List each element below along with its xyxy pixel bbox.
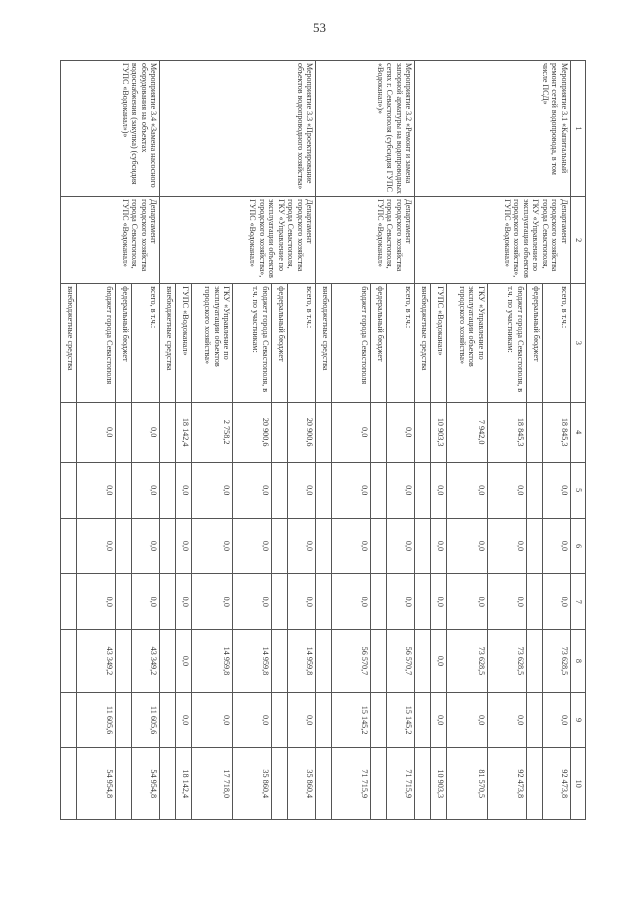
value-cell-v4 [160,402,176,462]
funding-source-cell: внебюджетные средства [415,284,431,402]
col-header: 10 [571,748,586,820]
value-cell-v4 [526,402,542,462]
value-cell-v10: 54 954,8 [77,748,116,820]
value-cell-v6 [316,518,332,574]
value-cell-v4: 2 758,2 [192,402,233,462]
value-cell-v9: 0,0 [487,692,526,748]
value-cell-v7: 0,0 [386,574,414,630]
value-cell-v7: 0,0 [332,574,371,630]
value-cell-v9: 15 145,2 [386,692,414,748]
value-cell-v6 [115,518,131,574]
value-cell-v5: 0,0 [431,462,447,518]
value-cell-v5: 0,0 [386,462,414,518]
value-cell-v7 [61,574,77,630]
col-header: 6 [571,518,586,574]
col-header: 2 [571,197,586,284]
value-cell-v10 [160,748,176,820]
value-cell-v10: 81 570,5 [447,748,488,820]
value-cell-v8 [271,630,287,693]
value-cell-v6: 0,0 [131,518,159,574]
value-cell-v5 [115,462,131,518]
funding-source-cell: федеральный бюджет [370,284,386,402]
value-cell-v10: 18 142,4 [176,748,192,820]
col-header: 7 [571,574,586,630]
value-cell-v6 [160,518,176,574]
value-cell-v8: 0,0 [176,630,192,693]
col-header: 9 [571,692,586,748]
value-cell-v7: 0,0 [77,574,116,630]
col-header: 1 [571,61,586,197]
col-header: 8 [571,630,586,693]
value-cell-v10: 71 715,9 [332,748,371,820]
value-cell-v8: 56 570,7 [332,630,371,693]
value-cell-v6: 0,0 [287,518,315,574]
value-cell-v6 [415,518,431,574]
table-row [131,61,159,820]
funding-source-cell: ГУПС «Водоканал» [176,284,192,402]
value-cell-v8: 73 628,5 [447,630,488,693]
value-cell-v9 [160,692,176,748]
value-cell-v10: 92 473,8 [542,748,570,820]
value-cell-v5: 0,0 [447,462,488,518]
value-cell-v5 [370,462,386,518]
funding-source-cell: бюджет города Севастополя, в т.ч. по участникам: [233,284,272,402]
table-row [287,61,315,820]
value-cell-v6: 0,0 [77,518,116,574]
value-cell-v9: 11 605,6 [77,692,116,748]
value-cell-v5 [61,462,77,518]
table-row [386,61,414,820]
value-cell-v5 [316,462,332,518]
funding-source-cell: внебюджетные средства [160,284,176,402]
value-cell-v6 [271,518,287,574]
funding-source-cell: ГКУ «Управление по эксплуатации объектов городского хозяйства» [447,284,488,402]
value-cell-v8: 14 959,8 [233,630,272,693]
value-cell-v4: 0,0 [332,402,371,462]
executor-cell: Департамент городского хозяйства города Севастополя, ГУПС «Водоканал» [316,197,415,284]
value-cell-v4 [316,402,332,462]
funding-source-cell: всего, в т.ч.: [287,284,315,402]
value-cell-v4: 0,0 [77,402,116,462]
funding-source-cell: федеральный бюджет [115,284,131,402]
value-cell-v6: 0,0 [176,518,192,574]
value-cell-v7: 0,0 [192,574,233,630]
value-cell-v5: 0,0 [542,462,570,518]
value-cell-v9: 0,0 [447,692,488,748]
value-cell-v5: 0,0 [233,462,272,518]
value-cell-v9 [61,692,77,748]
value-cell-v8 [115,630,131,693]
value-cell-v5: 0,0 [176,462,192,518]
value-cell-v6: 0,0 [233,518,272,574]
value-cell-v8 [370,630,386,693]
value-cell-v7: 0,0 [542,574,570,630]
value-cell-v5 [526,462,542,518]
value-cell-v10: 71 715,9 [386,748,414,820]
value-cell-v9: 0,0 [287,692,315,748]
value-cell-v7: 0,0 [131,574,159,630]
value-cell-v10 [370,748,386,820]
value-cell-v9 [526,692,542,748]
value-cell-v7 [160,574,176,630]
value-cell-v8 [316,630,332,693]
value-cell-v4 [415,402,431,462]
executor-cell: Департамент городского хозяйства города Севастополя, ГКУ «Управление по эксплуатации объектов городского хозяйства», ГУПС «Водоканал» [160,197,316,284]
funding-source-cell: всего, в т.ч.: [386,284,414,402]
value-cell-v8 [415,630,431,693]
value-cell-v4 [370,402,386,462]
value-cell-v4: 18 845,3 [542,402,570,462]
executor-cell: Департамент городского хозяйства города Севастополя, ГКУ «Управление по эксплуатации объектов городского хозяйства», ГУПС «Водоканал» [415,197,571,284]
value-cell-v8: 14 959,8 [287,630,315,693]
value-cell-v6: 0,0 [192,518,233,574]
value-cell-v4: 20 900,6 [233,402,272,462]
value-cell-v5: 0,0 [487,462,526,518]
value-cell-v4: 20 900,6 [287,402,315,462]
value-cell-v9: 0,0 [233,692,272,748]
value-cell-v7 [316,574,332,630]
value-cell-v7: 0,0 [176,574,192,630]
value-cell-v9: 11 605,6 [131,692,159,748]
funding-source-cell: бюджет города Севастополя [77,284,116,402]
value-cell-v7: 0,0 [431,574,447,630]
measure-cell: Мероприятие 3.3 «Проектирование объектов водопроводного хозяйства» [160,61,316,197]
value-cell-v10 [61,748,77,820]
value-cell-v8 [526,630,542,693]
value-cell-v8 [61,630,77,693]
column-number-row [571,61,586,820]
funding-source-cell: ГУПС «Водоканал» [431,284,447,402]
value-cell-v6 [61,518,77,574]
value-cell-v5 [415,462,431,518]
table-row [542,61,570,820]
value-cell-v10: 54 954,8 [131,748,159,820]
value-cell-v6: 0,0 [332,518,371,574]
value-cell-v10: 35 860,4 [233,748,272,820]
value-cell-v4: 10 903,3 [431,402,447,462]
value-cell-v4 [271,402,287,462]
funding-source-cell: бюджет города Севастополя [332,284,371,402]
funding-source-cell: ГКУ «Управление по эксплуатации объектов городского хозяйства» [192,284,233,402]
value-cell-v5: 0,0 [192,462,233,518]
value-cell-v10 [115,748,131,820]
value-cell-v10 [526,748,542,820]
value-cell-v4: 18 845,3 [487,402,526,462]
value-cell-v10: 10 903,3 [431,748,447,820]
value-cell-v9: 0,0 [176,692,192,748]
value-cell-v4 [115,402,131,462]
funding-source-cell: внебюджетные средства [61,284,77,402]
value-cell-v8: 43 349,2 [77,630,116,693]
value-cell-v10: 17 718,0 [192,748,233,820]
col-header: 3 [571,284,586,402]
value-cell-v7: 0,0 [447,574,488,630]
value-cell-v5 [271,462,287,518]
value-cell-v7 [526,574,542,630]
value-cell-v5: 0,0 [131,462,159,518]
value-cell-v4: 0,0 [131,402,159,462]
value-cell-v10 [415,748,431,820]
value-cell-v8: 43 349,2 [131,630,159,693]
value-cell-v5: 0,0 [332,462,371,518]
value-cell-v8 [160,630,176,693]
page-number: 53 [313,20,326,35]
value-cell-v5: 0,0 [287,462,315,518]
value-cell-v6: 0,0 [447,518,488,574]
value-cell-v10: 35 860,4 [287,748,315,820]
value-cell-v9: 0,0 [192,692,233,748]
value-cell-v8: 73 628,5 [487,630,526,693]
value-cell-v5: 0,0 [77,462,116,518]
value-cell-v8: 73 628,5 [542,630,570,693]
value-cell-v7: 0,0 [487,574,526,630]
measure-cell: Мероприятие 3.4 «Замена насосного оборудования на объектах водоснабжения (закупка) (субсидия ГУПС «Водоканал»)» [61,61,160,197]
rotated-table-wrapper [60,60,586,820]
value-cell-v7 [115,574,131,630]
value-cell-v6: 0,0 [487,518,526,574]
value-cell-v7 [271,574,287,630]
value-cell-v4: 0,0 [386,402,414,462]
funding-source-cell: бюджет города Севастополя, в т.ч. по участникам: [487,284,526,402]
funding-source-cell: федеральный бюджет [271,284,287,402]
value-cell-v9: 15 145,2 [332,692,371,748]
value-cell-v6: 0,0 [542,518,570,574]
value-cell-v4 [61,402,77,462]
value-cell-v9: 0,0 [542,692,570,748]
value-cell-v4: 7 942,0 [447,402,488,462]
value-cell-v9 [115,692,131,748]
value-cell-v9 [271,692,287,748]
value-cell-v6 [526,518,542,574]
value-cell-v9 [316,692,332,748]
value-cell-v4: 18 142,4 [176,402,192,462]
value-cell-v8: 14 959,8 [192,630,233,693]
executor-cell: Департамент городского хозяйства города Севастополя, ГУПС «Водоканал» [61,197,160,284]
funding-source-cell: внебюджетные средства [316,284,332,402]
value-cell-v5 [160,462,176,518]
value-cell-v10 [271,748,287,820]
value-cell-v8: 56 570,7 [386,630,414,693]
value-cell-v7 [415,574,431,630]
value-cell-v7: 0,0 [233,574,272,630]
funding-source-cell: всего, в т.ч.: [542,284,570,402]
value-cell-v6 [370,518,386,574]
value-cell-v8: 0,0 [431,630,447,693]
value-cell-v7 [370,574,386,630]
value-cell-v6: 0,0 [386,518,414,574]
value-cell-v10 [316,748,332,820]
value-cell-v9 [415,692,431,748]
value-cell-v9: 0,0 [431,692,447,748]
table-body [61,61,571,820]
measure-cell: Мероприятие 3.1 «Капитальный ремонт сетей водопровода, в том числе ПСД» [415,61,571,197]
value-cell-v9 [370,692,386,748]
funding-source-cell: федеральный бюджет [526,284,542,402]
value-cell-v7: 0,0 [287,574,315,630]
col-header: 4 [571,402,586,462]
value-cell-v6: 0,0 [431,518,447,574]
funding-table [60,60,586,820]
col-header: 5 [571,462,586,518]
value-cell-v10: 92 473,8 [487,748,526,820]
measure-cell: Мероприятие 3.2 «Ремонт и замена запорной арматуры на водопроводных сетях г. Севастополя (субсидия ГУПС «Водоканал»)» [316,61,415,197]
funding-source-cell: всего, в т.ч.: [131,284,159,402]
